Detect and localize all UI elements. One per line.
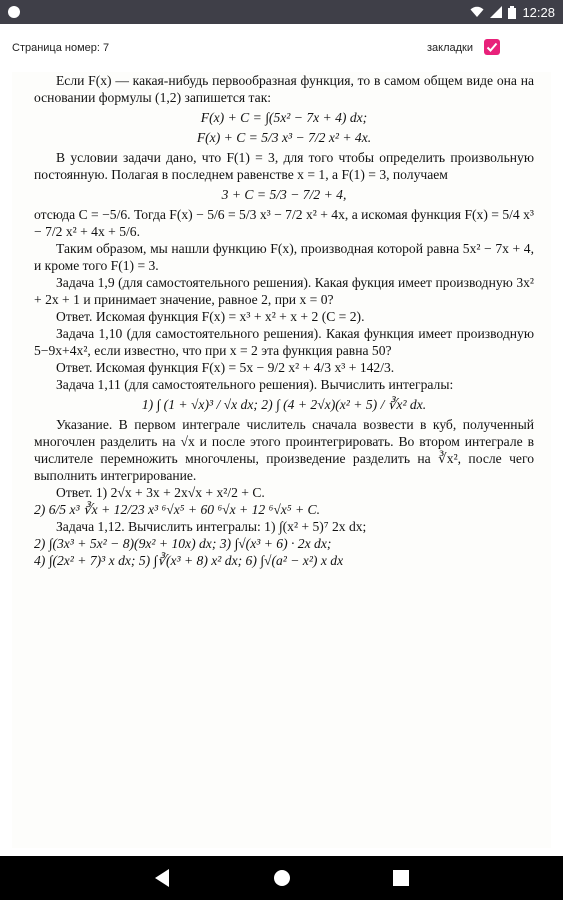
document-text <box>34 72 534 569</box>
paragraph: В условии задачи дано, что F(1) = 3, для того чтобы определить произвольную постоянную. Полагая в последнем равенстве x = 1, а F(1) = 3, получаем <box>34 150 534 182</box>
answer-1-10: Ответ. Искомая функция F(x) = 5x − 9/2 x² + 4/3 x³ + 142/3. <box>56 360 395 375</box>
navigation-bar <box>0 856 563 900</box>
formula: 2) 6/5 x³ ∛x + 12/23 x³ ⁶√x⁵ + 60 ⁶√x + 12 ⁶√x⁵ + C. <box>34 502 321 517</box>
recents-icon[interactable] <box>392 868 410 893</box>
problem-1-9: Задача 1,9 (для самостоятельного решения). Какая фукция имеет производную 3x² + 2x + 1 и принимает значение, равное 2, при x = 0? <box>34 275 534 307</box>
top-bar <box>0 24 563 72</box>
home-icon[interactable] <box>272 868 292 893</box>
back-icon[interactable] <box>153 868 171 893</box>
answer-1-11: Ответ. 1) 2√x + 3x + 2x√x + x²/2 + C. <box>56 485 265 500</box>
wifi-icon <box>470 6 484 18</box>
paragraph: Таким образом, мы нашли функцию F(x), производная которой равна 5x² − 7x + 4, и кроме того F(1) = 3. <box>34 241 534 273</box>
answer-1-9: Ответ. Искомая функция F(x) = x³ + x² + x + 2 (C = 2). <box>56 309 365 324</box>
formula: F(x) + C = ∫(5x² − 7x + 4) dx; <box>200 110 368 125</box>
document-page[interactable] <box>12 72 551 848</box>
battery-icon <box>508 6 516 19</box>
page-number-label: Страница номер: 7 <box>12 42 110 54</box>
paragraph: Если F(x) — какая-нибудь первообразная функция, то в самом общем виде она на основании формулы (1,2) запишется так: <box>34 73 534 105</box>
bookmarks-label[interactable]: закладки <box>427 42 474 54</box>
bookmarks-checkbox[interactable] <box>484 39 500 55</box>
notification-dot-icon <box>8 6 20 18</box>
signal-icon <box>490 6 502 18</box>
formula: 2) ∫(3x³ + 5x² − 8)(9x² + 10x) dx; 3) ∫√(x³ + 6) · 2x dx; <box>34 536 332 551</box>
problem-1-11: Задача 1,11 (для самостоятельного решения). Вычислить интегралы: <box>56 377 454 392</box>
checkbox-icon <box>486 41 498 53</box>
clock: 12:28 <box>522 4 555 20</box>
formula: 4) ∫(2x² + 7)³ x dx; 5) ∫∛(x³ + 8) x² dx; 6) ∫√(a² − x²) x dx <box>34 553 344 568</box>
hint: Указание. В первом интеграле числитель сначала возвести в куб, полученный многочлен разделить на √x и после этого проинтегрировать. Во втором интеграле в числителе перемножить многочлены, произведение разделить на ∛x², после чего выполнить интегрирование. <box>34 417 534 483</box>
paragraph: отсюда C = −5/6. Тогда F(x) − 5/6 = 5/3 x³ − 7/2 x² + 4x, а искомая функция F(x) = 5/4 x³ − 7/2 x² + 4x + 5/6. <box>34 207 534 239</box>
formula: F(x) + C = 5/3 x³ − 7/2 x² + 4x. <box>196 130 372 145</box>
problem-1-10: Задача 1,10 (для самостоятельного решения). Какая функция имеет производную 5−9x+4x², если известно, что при x = 2 эта функция равна 50? <box>34 326 534 358</box>
status-bar <box>0 0 563 24</box>
formula: 1) ∫ (1 + √x)³ / √x dx; 2) ∫ (4 + 2√x)(x² + 5) / ∛x² dx. <box>141 397 427 412</box>
problem-1-12: Задача 1,12. Вычислить интегралы: 1) ∫(x² + 5)⁷ 2x dx; <box>56 519 367 534</box>
formula: 3 + C = 5/3 − 7/2 + 4, <box>221 187 347 202</box>
